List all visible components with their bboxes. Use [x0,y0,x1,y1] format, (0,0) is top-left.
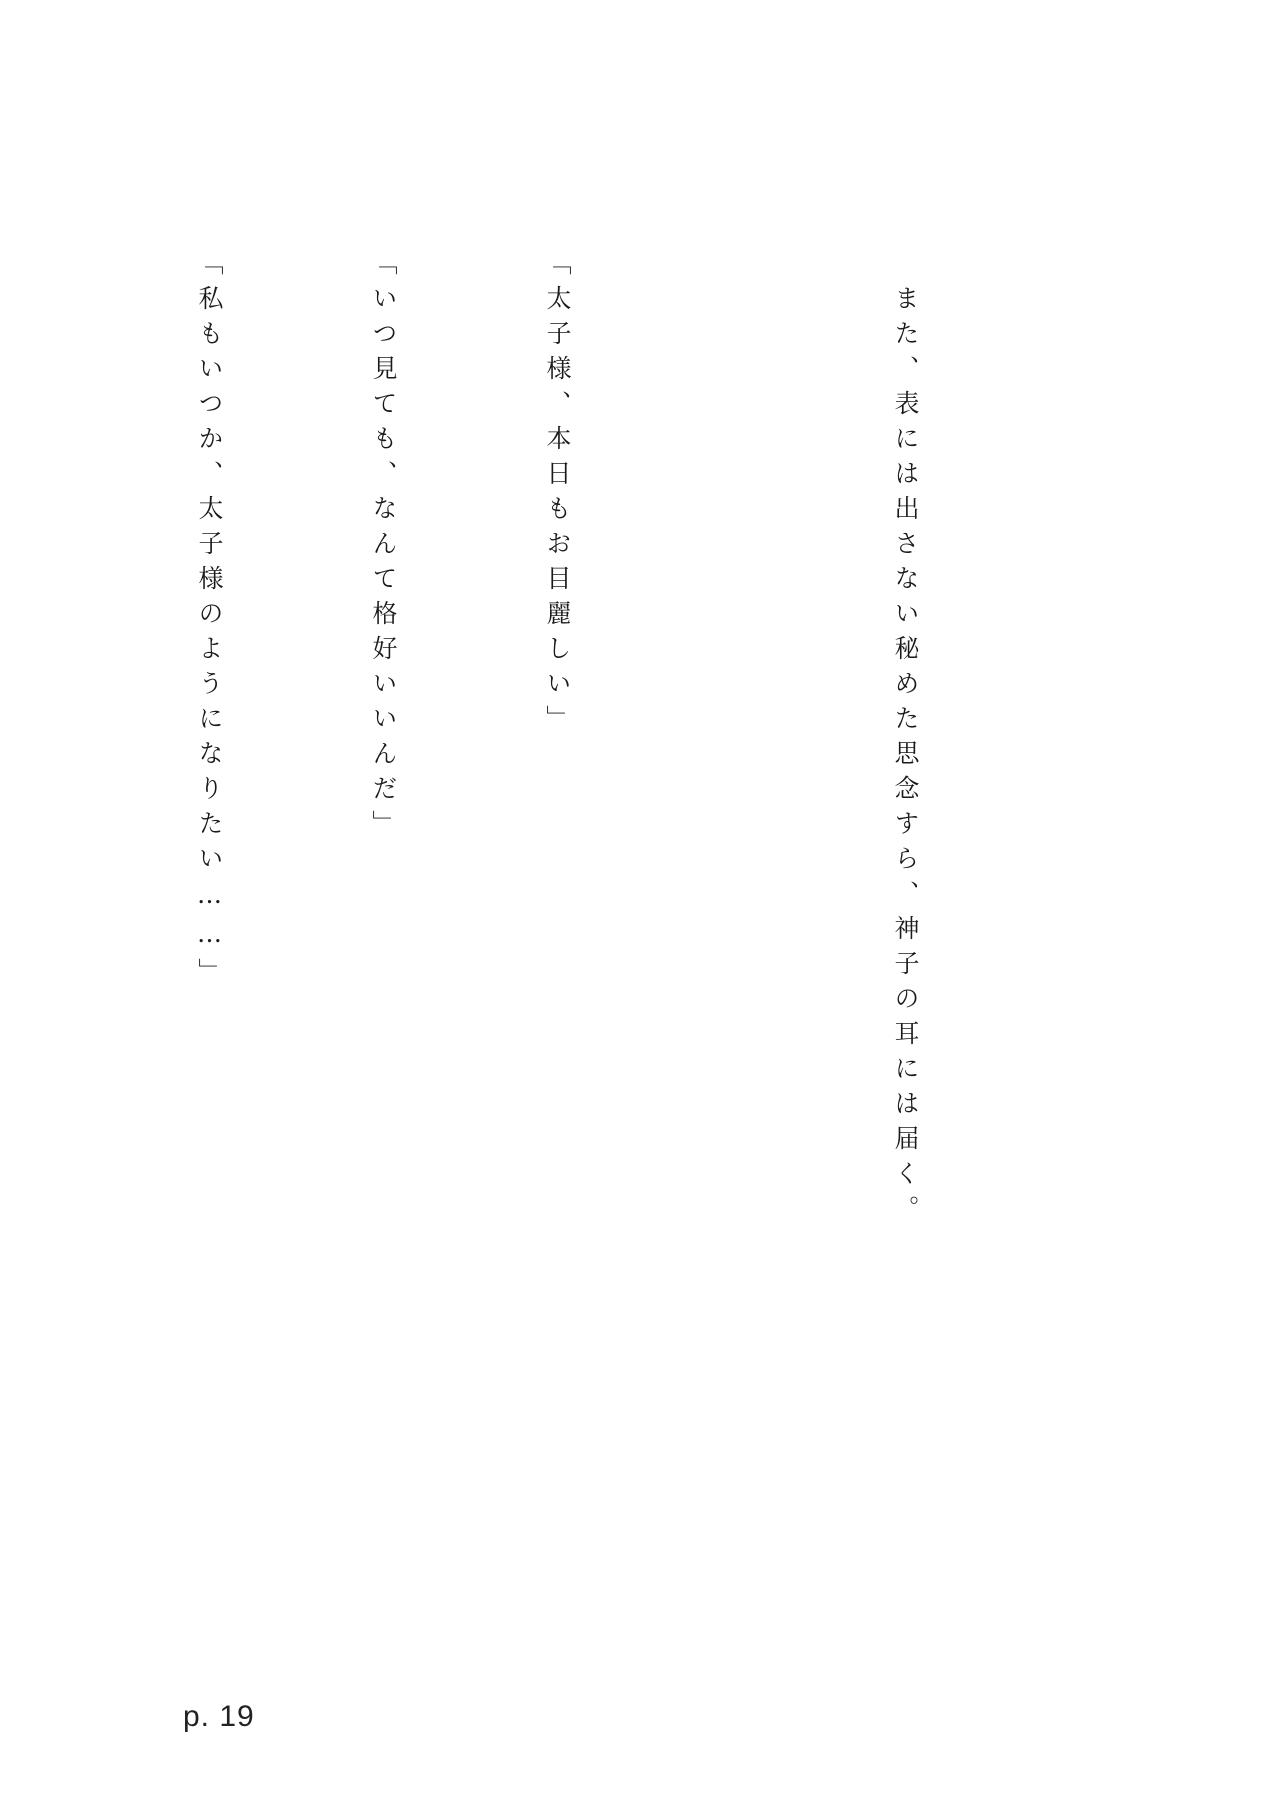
dialogue-line-2: 「いつ見ても、なんて格好いいんだ」 [369,250,398,845]
blank-line [702,250,760,1630]
text-line-1: また、表には出さない秘めた思念すら、神子の耳には届く。 [891,250,920,1230]
dialogue-line-1: 「太子様、本日もお目麗しい」 [543,250,572,740]
dialogue-line-3: 「私もいつか、太子様のようになりたい……」 [195,250,224,993]
blank-line [6,250,64,1630]
vertical-text-body [190,250,1050,1630]
page-number: p. 19 [183,1700,255,1733]
